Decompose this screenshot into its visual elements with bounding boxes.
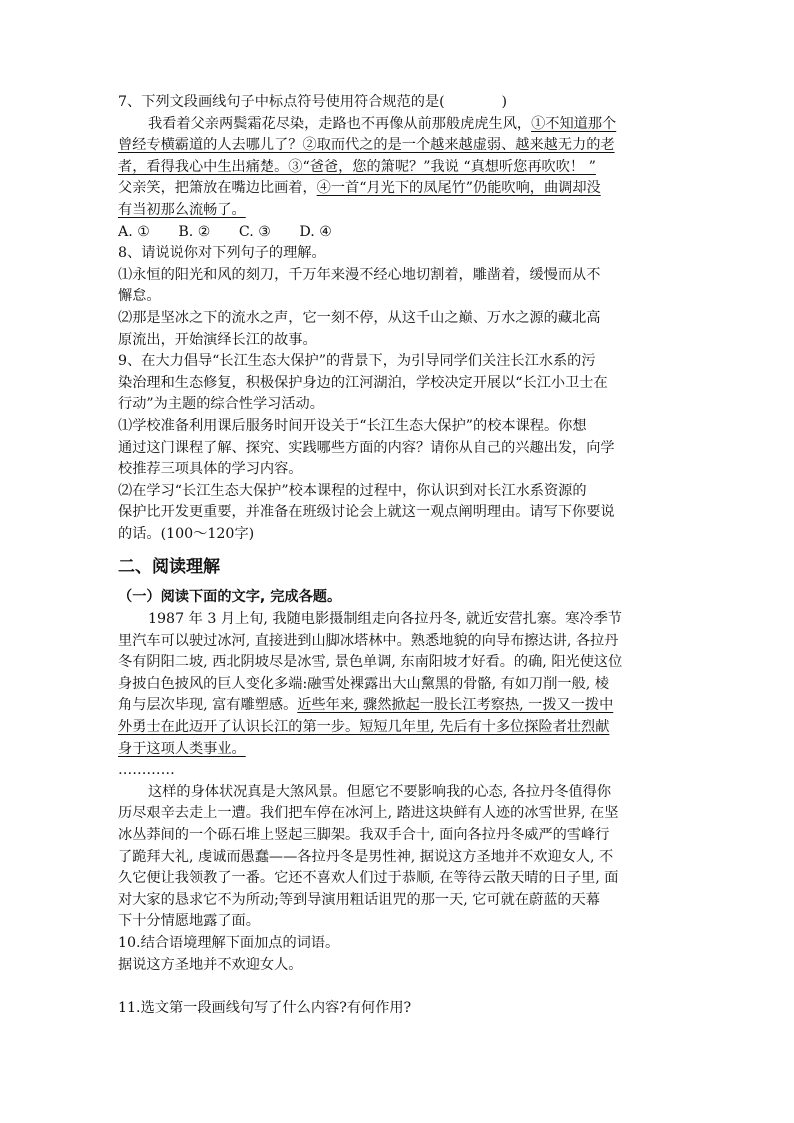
- passage-p2-line-7: 下十分情愿地露了面。: [118, 913, 260, 930]
- passage-p2-line-5: 久它便让我领教了一番。它还不喜欢人们过于恭顺, 在等待云散天晴的日子里, 面: [118, 870, 619, 887]
- q8-sentence-1-cont: 懈怠。: [118, 288, 161, 305]
- passage-p1-line-7: 身于这项人类事业。: [118, 740, 246, 757]
- q9-part-1-line-3: 校推荐三项具体的学习内容。: [118, 461, 303, 478]
- passage-text: 角与层次毕现, 富有雕塑感。: [118, 697, 298, 714]
- q8-sentence-1: ⑴永恒的阳光和风的刻刀，千万年来漫不经心地切割着，雕凿着，缓慢而从不: [118, 266, 601, 283]
- passage-p1-line-1: 1987 年 3 月上旬, 我随电影摄制组走向各拉丹冬, 就近安营扎寨。寒冷季节: [148, 611, 622, 628]
- q10-stem: 10.结合语境理解下面加点的词语。: [118, 934, 340, 951]
- q7-underlined-sentence-1-cont: 曾经专横霸道的人去哪儿了？: [118, 137, 303, 154]
- document-page: [118, 92, 678, 1019]
- q9-part-2-line-1: ⑵在学习“长江生态大保护”校本课程的过程中，你认识到对长江水系资源的: [118, 482, 587, 499]
- q10-sentence: 据说这方圣地并不欢迎女人。: [118, 956, 303, 973]
- passage-p2-line-3: 冰丛莽间的一个砾石堆上竖起三脚架。我双手合十, 面向各拉丹冬威严的雪峰行: [118, 827, 610, 843]
- q7-passage-line-1: [118, 114, 678, 136]
- passage-p2-line-1: 这样的身体状况真是大煞风景。但愿它不要影响我的心态, 各拉丹冬值得你: [148, 783, 612, 800]
- q9-part-1-line-2: 通过这门课程了解、探究、实践哪些方面的内容？请你从自己的兴趣出发，向学: [118, 439, 615, 456]
- reading-subtitle: （一）阅读下面的文字, 完成各题。: [118, 589, 342, 606]
- q9-stem-line-1: 9、在大力倡导“长江生态大保护”的背景下，为引导同学们关注长江水系的污: [118, 353, 596, 370]
- passage-ellipsis: …………: [118, 762, 175, 779]
- q8-sentence-2: ⑵那是坚冰之下的流水之声，它一刻不停，从这千山之巅、万水之源的藏北高: [118, 309, 601, 326]
- q7-passage-line-5: 有当初那么流畅了。: [118, 201, 246, 218]
- section-title-reading: 二、阅读理解: [118, 557, 220, 578]
- passage-p1-line-5: [118, 695, 678, 717]
- passage-p2-line-4: 了跪拜大礼, 虔诚而愚蠢——各拉丹冬是男性神, 据说这方圣地并不欢迎女人, 不: [118, 848, 614, 865]
- q7-underlined-sentence-1: ①不知道那个: [531, 115, 617, 132]
- passage-p2-line-2: 历尽艰辛去走上一遭。我们把车停在冰河上, 踏进这块鲜有人迹的冰雪世界, 在坚: [118, 805, 619, 822]
- passage-p1-line-3: 冬有阴阳二坡, 西北阴坡尽是冰雪, 景色单调, 东南阳坡才好看。的确, 阳光使这位: [118, 654, 623, 671]
- q7-options: A. ① B. ② C. ③ D. ④: [118, 223, 332, 240]
- passage-p2-line-6: 对大家的恳求它不为所动;等到导演用粗话诅咒的那一天, 它可就在蔚蓝的天幕: [118, 891, 600, 908]
- q11-stem: 11.选文第一段画线句写了什么内容?有何作用?: [118, 999, 412, 1016]
- q9-stem-line-2: 染治理和生态修复，积极保护身边的江河湖泊，学校决定开展以“长江小卫士在: [118, 374, 608, 391]
- q9-stem-line-3: 行动”为主题的综合性学习活动。: [118, 396, 324, 413]
- q7-underlined-sentence-4: ④一首“月光下的凤尾竹”仍能吹响，曲调却没: [316, 180, 601, 197]
- passage-p1-line-4: 身披白色披风的巨人变化多端:融雪处裸露出大山黧黑的骨骼, 有如刀削一般, 棱: [118, 675, 610, 692]
- q8-stem: 8、请说说你对下列句子的理解。: [118, 245, 326, 262]
- q7-underlined-sentence-2: ②取而代之的是一个越来越虚弱、越来越无力的老: [302, 137, 615, 154]
- q9-part-2-line-3: 的话。(100～120字): [118, 525, 255, 542]
- passage-underlined-sentence: 近些年来, 骤然掀起一股长江考察热, 一拨又一拨中: [297, 697, 614, 714]
- q7-passage-line-3: 者，看得我心中生出痛楚。③“爸爸，您的箫呢？”我说 “真想听您再吹吹！ ”: [118, 158, 596, 175]
- q7-text: 我看着父亲两鬓霜花尽染，走路也不再像从前那般虎虎生风，: [148, 115, 532, 132]
- answer-space: [118, 976, 678, 998]
- q7-stem: 7、下列文段画线句子中标点符号使用符合规范的是( ): [118, 94, 507, 110]
- q7-passage-line-2: [118, 135, 678, 157]
- q9-part-2-line-2: 保护比开发更重要，并准备在班级讨论会上就这一观点阐明理由。请写下你要说: [118, 504, 615, 521]
- q7-text: 父亲笑，把箫放在嘴边比画着，: [118, 180, 317, 197]
- q9-part-1-line-1: ⑴学校准备利用课后服务时间开设关于“长江生态大保护”的校本课程。你想: [118, 417, 587, 434]
- q7-passage-line-4: [118, 178, 678, 200]
- q8-sentence-2-cont: 原流出，开始演绎长江的故事。: [118, 331, 317, 348]
- passage-p1-line-6: 外勇士在此迈开了认识长江的第一步。短短几年里, 先后有十多位探险者壮烈献: [118, 719, 610, 736]
- passage-p1-line-2: 里汽车可以驶过冰河, 直接进到山脚冰塔林中。熟悉地貌的向导布擦达讲, 各拉丹: [118, 632, 619, 649]
